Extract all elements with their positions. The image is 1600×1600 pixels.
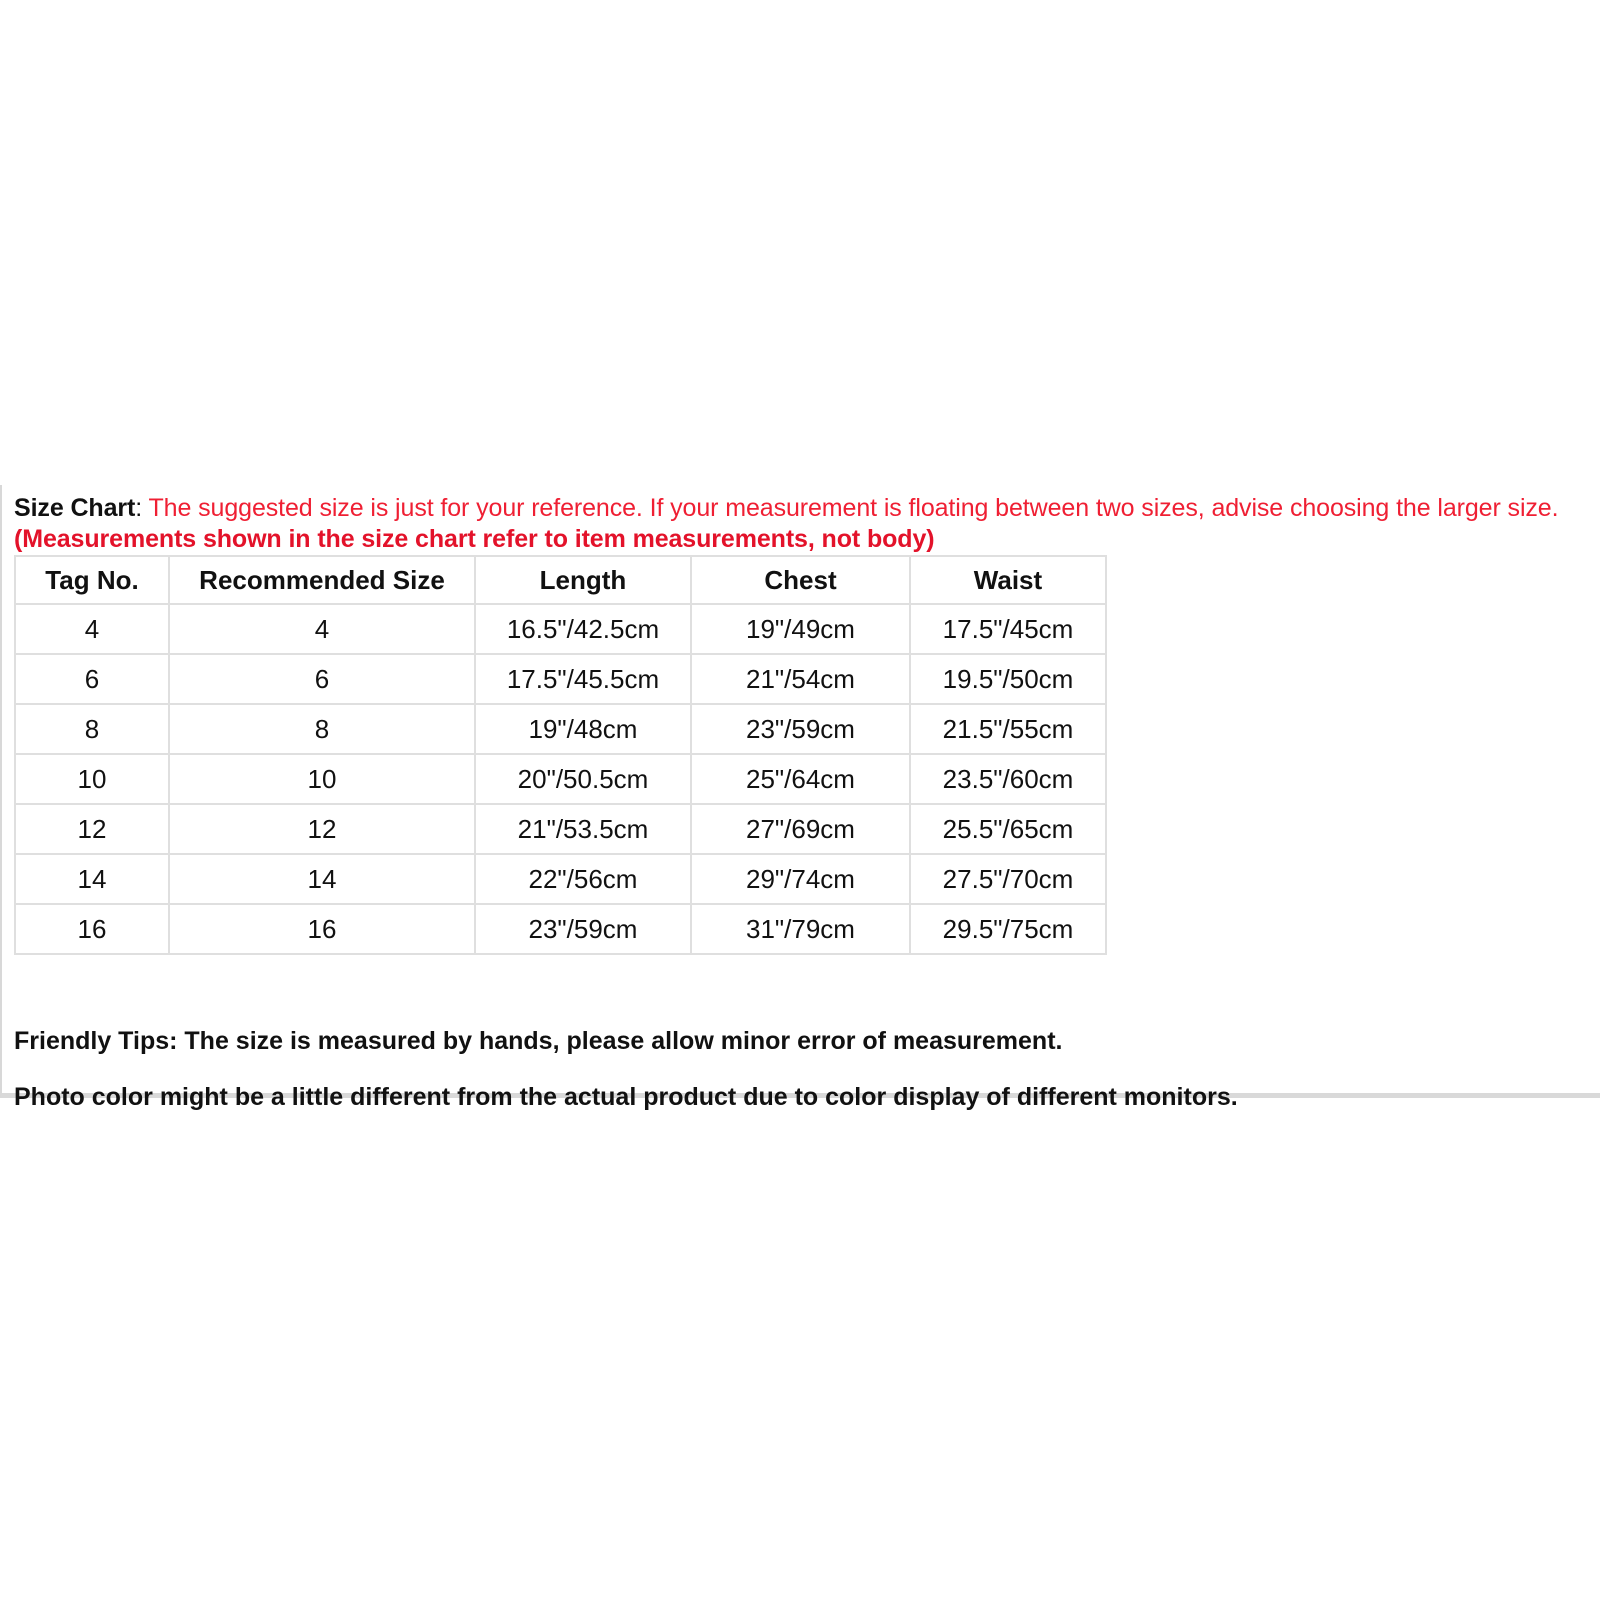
- recommended-size-cell: 4: [169, 604, 475, 654]
- recommended-size-cell: 16: [169, 904, 475, 954]
- chest-cell: 27"/69cm: [691, 804, 910, 854]
- waist-cell: 27.5"/70cm: [910, 854, 1106, 904]
- length-cell: 23"/59cm: [475, 904, 691, 954]
- column-header-chest: Chest: [691, 556, 910, 604]
- length-cell: 16.5"/42.5cm: [475, 604, 691, 654]
- table-row: [15, 754, 1106, 804]
- recommended-size-cell: 8: [169, 704, 475, 754]
- waist-cell: 17.5"/45cm: [910, 604, 1106, 654]
- table-row: [15, 804, 1106, 854]
- waist-cell: 25.5"/65cm: [910, 804, 1106, 854]
- table-row: [15, 604, 1106, 654]
- tag-no-cell: 12: [15, 804, 169, 854]
- size-chart-label: Size Chart: [14, 494, 136, 522]
- length-cell: 22"/56cm: [475, 854, 691, 904]
- tag-no-cell: 8: [15, 704, 169, 754]
- header-row: [15, 556, 1106, 604]
- tag-no-cell: 16: [15, 904, 169, 954]
- tag-no-cell: 10: [15, 754, 169, 804]
- chest-cell: 25"/64cm: [691, 754, 910, 804]
- chest-cell: 29"/74cm: [691, 854, 910, 904]
- recommended-size-cell: 10: [169, 754, 475, 804]
- measurement-note: (Measurements shown in the size chart refer to item measurements, not body): [14, 525, 935, 553]
- waist-cell: 23.5"/60cm: [910, 754, 1106, 804]
- length-cell: 19"/48cm: [475, 704, 691, 754]
- size-table-body: [15, 604, 1106, 954]
- size-chart-intro: [14, 493, 1599, 555]
- column-header-recommended-size: Recommended Size: [169, 556, 475, 604]
- table-row: [15, 704, 1106, 754]
- column-header-tag-no: Tag No.: [15, 556, 169, 604]
- recommended-size-cell: 14: [169, 854, 475, 904]
- chest-cell: 31"/79cm: [691, 904, 910, 954]
- size-chart-panel: [0, 485, 1600, 1111]
- size-reference-notice: The suggested size is just for your reference. If your measurement is floating between two sizes, advise choosing the larger size.: [148, 494, 1559, 522]
- tag-no-cell: 4: [15, 604, 169, 654]
- table-row: [15, 654, 1106, 704]
- chest-cell: 21"/54cm: [691, 654, 910, 704]
- waist-cell: 19.5"/50cm: [910, 654, 1106, 704]
- recommended-size-cell: 6: [169, 654, 475, 704]
- table-row: [15, 854, 1106, 904]
- intro-separator: :: [135, 494, 149, 522]
- friendly-tips-text: Friendly Tips: The size is measured by hands, please allow minor error of measurement.: [14, 1027, 1063, 1055]
- length-cell: 21"/53.5cm: [475, 804, 691, 854]
- waist-cell: 29.5"/75cm: [910, 904, 1106, 954]
- size-chart-table: [14, 555, 1107, 955]
- tag-no-cell: 6: [15, 654, 169, 704]
- length-cell: 20"/50.5cm: [475, 754, 691, 804]
- column-header-waist: Waist: [910, 556, 1106, 604]
- recommended-size-cell: 12: [169, 804, 475, 854]
- column-header-length: Length: [475, 556, 691, 604]
- length-cell: 17.5"/45.5cm: [475, 654, 691, 704]
- chest-cell: 23"/59cm: [691, 704, 910, 754]
- tag-no-cell: 14: [15, 854, 169, 904]
- photo-color-note: Photo color might be a little different from the actual product due to color display of different monitors.: [14, 1083, 1238, 1111]
- table-row: [15, 904, 1106, 954]
- size-table-header: [15, 556, 1106, 604]
- waist-cell: 21.5"/55cm: [910, 704, 1106, 754]
- chest-cell: 19"/49cm: [691, 604, 910, 654]
